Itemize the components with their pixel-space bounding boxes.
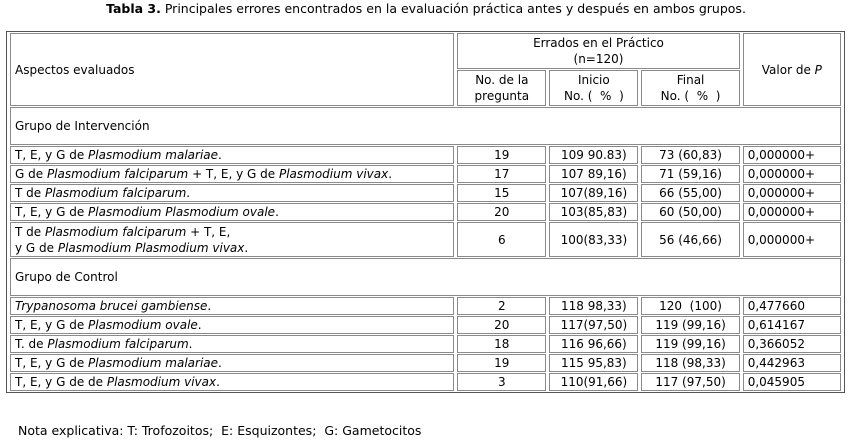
table-row	[10, 203, 841, 221]
inicio-cell: 107(89,16)	[549, 184, 638, 202]
aspect-text: .	[216, 375, 220, 389]
header-errados	[457, 33, 739, 69]
final-cell: 119 (99,16)	[641, 316, 739, 334]
aspect-text: T. de	[15, 337, 48, 351]
aspect-italic-text: Plasmodium malariae	[88, 148, 219, 162]
header-no-pregunta	[457, 70, 546, 106]
valor-cell: 0,000000+	[743, 222, 841, 257]
aspect-line	[15, 185, 449, 201]
aspect-text: G de	[15, 167, 47, 181]
final-cell: 118 (98,33)	[641, 354, 739, 372]
aspect-text: T, E, y G de	[15, 356, 89, 370]
aspect-italic-text: Plasmodium vivax	[106, 375, 217, 389]
aspect-cell	[10, 316, 454, 334]
header-valor-italic: P	[814, 62, 822, 77]
pregunta-cell: 20	[457, 203, 546, 221]
valor-cell: 0,366052	[743, 335, 841, 353]
valor-cell: 0,442963	[743, 354, 841, 372]
pregunta-cell: 20	[457, 316, 546, 334]
final-cell: 117 (97,50)	[641, 373, 739, 391]
aspect-text: + T, E, y G de	[188, 167, 279, 181]
aspect-italic-text: Plasmodium Plasmodium ovale	[88, 205, 276, 219]
aspect-text: + T, E,	[186, 224, 231, 239]
aspect-text: .	[244, 240, 249, 255]
header-valor-p	[743, 33, 841, 106]
aspect-cell	[10, 184, 454, 202]
pregunta-cell: 17	[457, 165, 546, 183]
aspect-italic-text: Plasmodium Plasmodium vivax	[57, 240, 245, 255]
aspect-cell	[10, 297, 454, 315]
inicio-cell: 107 89,16)	[549, 165, 638, 183]
aspect-line	[15, 166, 449, 182]
inicio-cell: 100(83,33)	[549, 222, 638, 257]
aspect-italic-text: Plasmodium falciparum	[44, 186, 187, 200]
errors-table	[6, 31, 845, 393]
header-final-line1: Final	[676, 73, 705, 87]
inicio-cell: 103(85,83)	[549, 203, 638, 221]
valor-cell: 0,614167	[743, 316, 841, 334]
aspect-text: T de	[15, 224, 45, 239]
final-cell: 71 (59,16)	[641, 165, 739, 183]
table-row	[10, 184, 841, 202]
pregunta-cell: 2	[457, 297, 546, 315]
aspect-line	[15, 224, 449, 240]
valor-cell: 0,000000+	[743, 184, 841, 202]
caption-lead: Tabla 3.	[106, 1, 161, 16]
aspect-cell	[10, 165, 454, 183]
final-cell: 66 (55,00)	[641, 184, 739, 202]
group-row	[10, 258, 841, 296]
aspect-text: .	[186, 186, 191, 200]
aspect-text: T, E, y G de	[15, 318, 89, 332]
aspect-italic-text: Plasmodium falciparum	[46, 167, 189, 181]
aspect-text: T, E, y G de de	[15, 375, 107, 389]
table-row	[10, 297, 841, 315]
pregunta-cell: 6	[457, 222, 546, 257]
header-final-line2: No. ( % )	[660, 89, 721, 103]
pregunta-cell: 19	[457, 354, 546, 372]
aspect-text: .	[188, 337, 193, 351]
header-final	[641, 70, 739, 106]
valor-cell: 0,000000+	[743, 165, 841, 183]
aspect-text: T de	[15, 186, 45, 200]
aspect-italic-text: Plasmodium falciparum	[44, 224, 187, 239]
table-caption	[0, 0, 852, 17]
aspect-line	[15, 204, 449, 220]
aspect-cell	[10, 222, 454, 257]
group-row	[10, 107, 841, 145]
aspect-text: .	[218, 148, 222, 162]
aspect-italic-text: Trypanosoma brucei gambiense	[15, 299, 208, 313]
aspect-italic-text: Plasmodium vivax	[278, 167, 389, 181]
table-row	[10, 222, 841, 257]
header-valor-prefix: Valor de	[761, 62, 815, 77]
aspect-line	[15, 298, 449, 314]
aspect-text: .	[388, 167, 393, 181]
aspect-cell	[10, 335, 454, 353]
aspect-italic-text: Plasmodium falciparum	[47, 337, 189, 351]
final-cell: 120 (100)	[641, 297, 739, 315]
pregunta-cell: 19	[457, 146, 546, 164]
table-row	[10, 335, 841, 353]
inicio-cell: 116 96,66)	[549, 335, 638, 353]
aspect-line	[15, 317, 449, 333]
aspect-text: T, E, y G de	[15, 205, 89, 219]
pregunta-cell: 3	[457, 373, 546, 391]
inicio-cell: 109 90.83)	[549, 146, 638, 164]
aspect-text: .	[197, 318, 202, 332]
aspect-italic-text: Plasmodium ovale	[88, 318, 198, 332]
inicio-cell: 117(97,50)	[549, 316, 638, 334]
inicio-cell: 110(91,66)	[549, 373, 638, 391]
header-errados-line1: Errados en el Práctico	[533, 36, 664, 50]
group-title: Grupo de Control	[10, 258, 841, 296]
aspect-cell	[10, 354, 454, 372]
header-no-pregunta-line1: No. de la	[475, 73, 529, 87]
aspect-line	[15, 336, 449, 352]
final-cell: 56 (46,66)	[641, 222, 739, 257]
header-inicio-line2: No. ( % )	[563, 89, 624, 103]
aspect-text: .	[275, 205, 279, 219]
header-no-pregunta-line2: pregunta	[474, 89, 530, 103]
aspect-cell	[10, 203, 454, 221]
footnote: Nota explicativa: T: Trofozoitos; E: Esquizontes; G: Gametocitos	[18, 423, 422, 438]
table-row	[10, 146, 841, 164]
header-errados-line2: (n=120)	[573, 52, 624, 66]
valor-cell: 0,000000+	[743, 146, 841, 164]
table-row	[10, 316, 841, 334]
aspect-italic-text: Plasmodium malariae	[88, 356, 219, 370]
aspect-text: T, E, y G de	[15, 148, 89, 162]
table-row	[10, 354, 841, 372]
aspect-line	[15, 355, 449, 371]
aspect-line	[15, 374, 449, 390]
final-cell: 119 (99,16)	[641, 335, 739, 353]
aspect-cell	[10, 146, 454, 164]
inicio-cell: 118 98,33)	[549, 297, 638, 315]
group-title: Grupo de Intervención	[10, 107, 841, 145]
table-row	[10, 373, 841, 391]
aspect-line	[15, 147, 449, 163]
table-row	[10, 165, 841, 183]
final-cell: 73 (60,83)	[641, 146, 739, 164]
valor-cell: 0,477660	[743, 297, 841, 315]
aspect-cell	[10, 373, 454, 391]
aspect-text: .	[218, 356, 222, 370]
aspect-text: .	[207, 299, 212, 313]
aspect-line	[15, 240, 449, 256]
table-body	[10, 107, 841, 391]
aspect-text: y G de	[15, 240, 58, 255]
final-cell: 60 (50,00)	[641, 203, 739, 221]
valor-cell: 0,045905	[743, 373, 841, 391]
pregunta-cell: 15	[457, 184, 546, 202]
header-inicio	[549, 70, 638, 106]
valor-cell: 0,000000+	[743, 203, 841, 221]
pregunta-cell: 18	[457, 335, 546, 353]
caption-text: Principales errores encontrados en la evaluación práctica antes y después en ambos grupos.	[160, 1, 746, 16]
inicio-cell: 115 95,83)	[549, 354, 638, 372]
header-inicio-line1: Inicio	[577, 73, 610, 87]
header-aspectos: Aspectos evaluados	[10, 33, 454, 106]
